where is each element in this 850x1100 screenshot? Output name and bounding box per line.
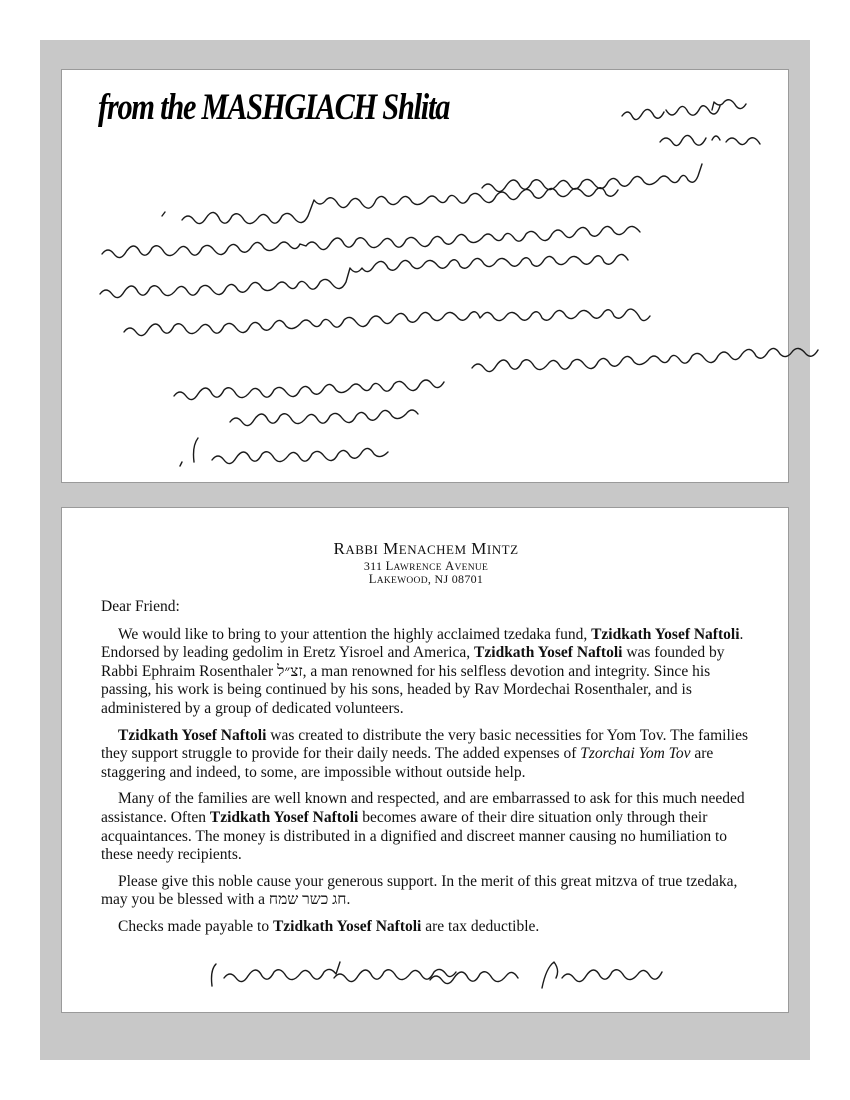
handwriting-date-line xyxy=(622,100,760,146)
handwriting-closing xyxy=(174,380,444,466)
signature-1 xyxy=(212,962,341,986)
signature-3 xyxy=(430,972,518,984)
salutation: Dear Friend: xyxy=(101,598,180,615)
signature-2 xyxy=(334,969,456,981)
signatures xyxy=(62,508,790,1014)
fund-name: Tzidkath Yosef Naftoli xyxy=(591,625,740,643)
letterhead-address: 311 LAWRENCE AVENUE xyxy=(363,559,489,573)
paragraph-5: Checks made payable to Tzidkath Yosef Naftoli are tax deductible. xyxy=(118,917,540,935)
letterhead-name: RABBI MENACHEM MINTZ xyxy=(333,539,519,558)
rabbi-letter-card xyxy=(61,507,789,1013)
paragraph-2: Tzidkath Yosef Naftoli was created to distribute the very basic necessities for Yom Tov. The families they support struggle to provide for their daily needs. The added expenses of Tzorchai Yom Tov are staggering and indeed, to some, are impossible without outside help. xyxy=(101,726,749,781)
hebrew-greeting: חג כשר שמח xyxy=(268,891,347,909)
mashgiach-heading: from the MASHGIACH Shlita xyxy=(98,87,450,128)
paragraph-3: Many of the families are well known and respected, and are embarrassed to ask for this much needed assistance. Often Tzidkath Yosef Naftoli becomes aware of their dire situation only through their acquaintances. The money is distributed in a dignified and discreet manner causing no humiliation to these needy recipients. xyxy=(101,790,745,864)
mashgiach-letter-card xyxy=(61,69,789,483)
paragraph-1: We would like to bring to your attention the highly acclaimed tzedaka fund, Tzidkath Yosef Naftoli. Endorsed by leading gedolim in Eretz Yisroel and America, Tzidkath Yosef Naftoli was founded by Rabbi Ephraim Rosenthaler זצ״ל, a man renowned for his selfless devotion and integrity. Since his passing, his work is being continued by his sons, headed by Rav Mordechai Rosenthaler, and is administered by a group of dedicated volunteers. xyxy=(101,625,744,717)
handwritten-hebrew-letter xyxy=(62,70,790,484)
fund-name: Tzidkath Yosef Naftoli xyxy=(474,644,623,662)
paragraph-4: Please give this noble cause your generous support. In the merit of this great mitzva of true tzedaka, may you be blessed with a חג כשר שמח. xyxy=(101,872,738,909)
letterhead-city: LAKEWOOD, NJ 08701 xyxy=(368,572,484,586)
fund-name: Tzidkath Yosef Naftoli xyxy=(272,917,422,935)
fund-name: Tzidkath Yosef Naftoli xyxy=(118,726,267,744)
handwriting-body xyxy=(100,164,818,372)
signature-4 xyxy=(542,962,662,988)
fund-name: Tzidkath Yosef Naftoli xyxy=(209,808,359,826)
